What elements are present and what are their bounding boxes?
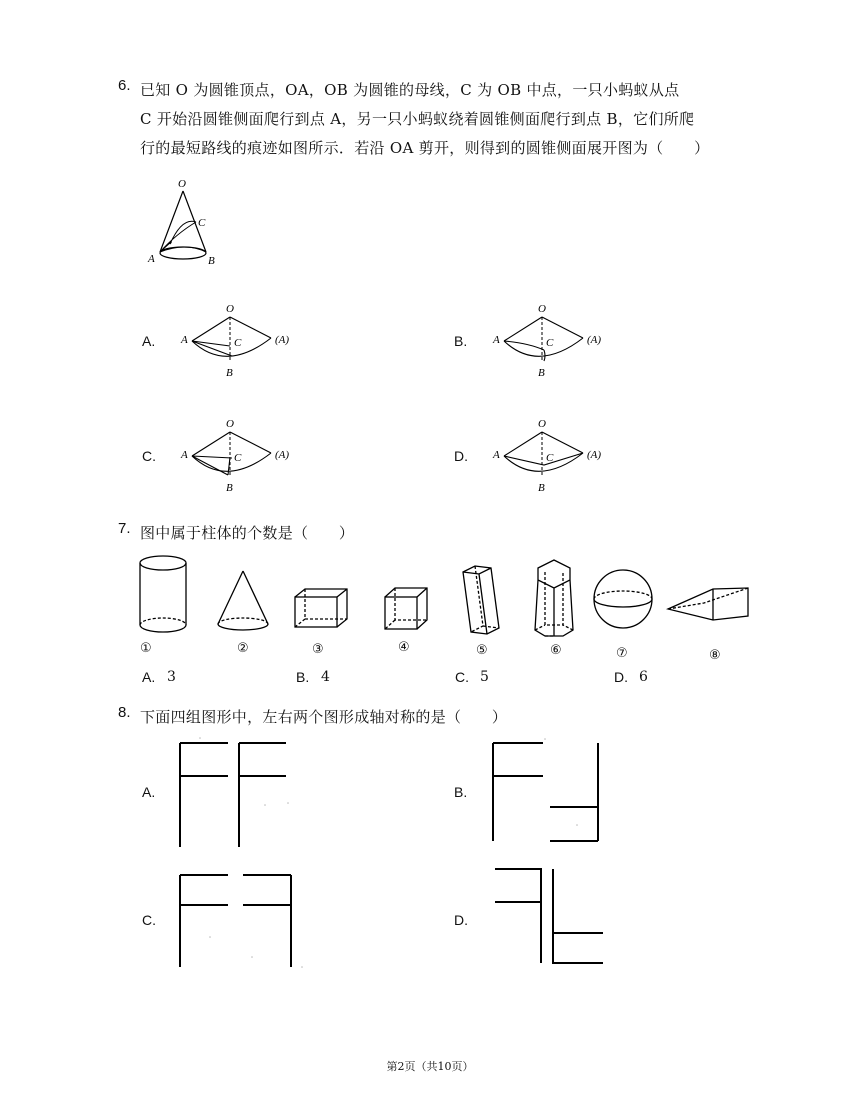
svg-text:O: O <box>538 418 546 430</box>
svg-text:A: A <box>181 449 188 461</box>
option-b-label[interactable]: B. <box>454 333 468 349</box>
option-a-figure[interactable] <box>170 735 310 855</box>
svg-text:O: O <box>538 303 546 315</box>
svg-text:(A): (A) <box>587 334 602 346</box>
option-b-label[interactable]: B. <box>296 669 310 685</box>
option-d-label[interactable]: D. <box>454 448 468 464</box>
shape-label-8: ⑧ <box>709 648 721 663</box>
question-number: 8. <box>118 704 131 721</box>
svg-text:C: C <box>546 337 554 349</box>
svg-text:(A): (A) <box>275 334 290 346</box>
option-c-figure[interactable] <box>170 865 310 975</box>
option-d-label[interactable]: D. <box>454 912 468 928</box>
option-c-label[interactable]: C. <box>455 669 469 685</box>
option-c-label[interactable]: C. <box>142 448 156 464</box>
option-d-figure[interactable] <box>485 860 625 970</box>
shape-label-3: ③ <box>312 642 324 657</box>
option-b-figure[interactable] <box>488 298 608 380</box>
option-a-figure[interactable] <box>176 298 296 380</box>
svg-text:B: B <box>538 367 545 379</box>
svg-text:A: A <box>493 449 500 461</box>
shape-label-6: ⑥ <box>550 643 562 658</box>
svg-text:(A): (A) <box>275 449 290 461</box>
question-text-line-2: C 开始沿圆锥侧面爬行到点 A，另一只小蚂蚁绕着圆锥侧面爬行到点 B，它们所爬 <box>140 110 695 128</box>
svg-text:C: C <box>198 217 206 229</box>
shape-label-5: ⑤ <box>476 643 488 658</box>
question-text: 下面四组图形中，左右两个图形成轴对称的是（ ） <box>140 708 508 726</box>
shape-label-1: ① <box>140 641 152 656</box>
option-a-label[interactable]: A. <box>142 669 156 685</box>
option-c-figure[interactable] <box>176 413 296 495</box>
shape-label-4: ④ <box>398 640 410 655</box>
solids-figure <box>130 548 760 666</box>
option-c-value[interactable]: 5 <box>480 669 489 685</box>
svg-text:B: B <box>208 255 215 267</box>
svg-text:(A): (A) <box>587 449 602 461</box>
question-number: 7. <box>118 520 131 537</box>
svg-text:C: C <box>234 452 242 464</box>
question-text-line-3: 行的最短路线的痕迹如图所示．若沿 OA 剪开，则得到的圆锥侧面展开图为（ ） <box>140 139 710 157</box>
svg-text:B: B <box>538 482 545 494</box>
option-b-label[interactable]: B. <box>454 784 468 800</box>
svg-text:A: A <box>148 253 155 265</box>
svg-text:B: B <box>226 482 233 494</box>
option-d-value[interactable]: 6 <box>639 669 648 685</box>
question-text: 图中属于柱体的个数是（ ） <box>140 524 355 542</box>
page-footer: 第2页（共10页） <box>386 1060 474 1073</box>
option-b-value[interactable]: 4 <box>321 669 330 685</box>
option-a-label[interactable]: A. <box>142 333 156 349</box>
svg-text:O: O <box>178 178 186 190</box>
option-c-label[interactable]: C. <box>142 912 156 928</box>
svg-text:O: O <box>226 418 234 430</box>
svg-text:C: C <box>234 337 242 349</box>
svg-text:A: A <box>493 334 500 346</box>
shape-label-7: ⑦ <box>616 646 628 661</box>
svg-text:O: O <box>226 303 234 315</box>
question-text-line-1: 已知 O 为圆锥顶点，OA，OB 为圆锥的母线，C 为 OB 中点，一只小蚂蚁从点 <box>140 81 680 99</box>
svg-text:C: C <box>546 452 554 464</box>
svg-text:B: B <box>226 367 233 379</box>
question-number: 6. <box>118 77 131 94</box>
cone-figure <box>140 172 230 272</box>
svg-text:A: A <box>181 334 188 346</box>
option-a-value[interactable]: 3 <box>167 669 176 685</box>
option-d-label[interactable]: D. <box>614 669 628 685</box>
shape-label-2: ② <box>237 641 249 656</box>
option-a-label[interactable]: A. <box>142 784 156 800</box>
option-d-figure[interactable] <box>488 413 608 495</box>
option-b-figure[interactable] <box>485 735 625 855</box>
